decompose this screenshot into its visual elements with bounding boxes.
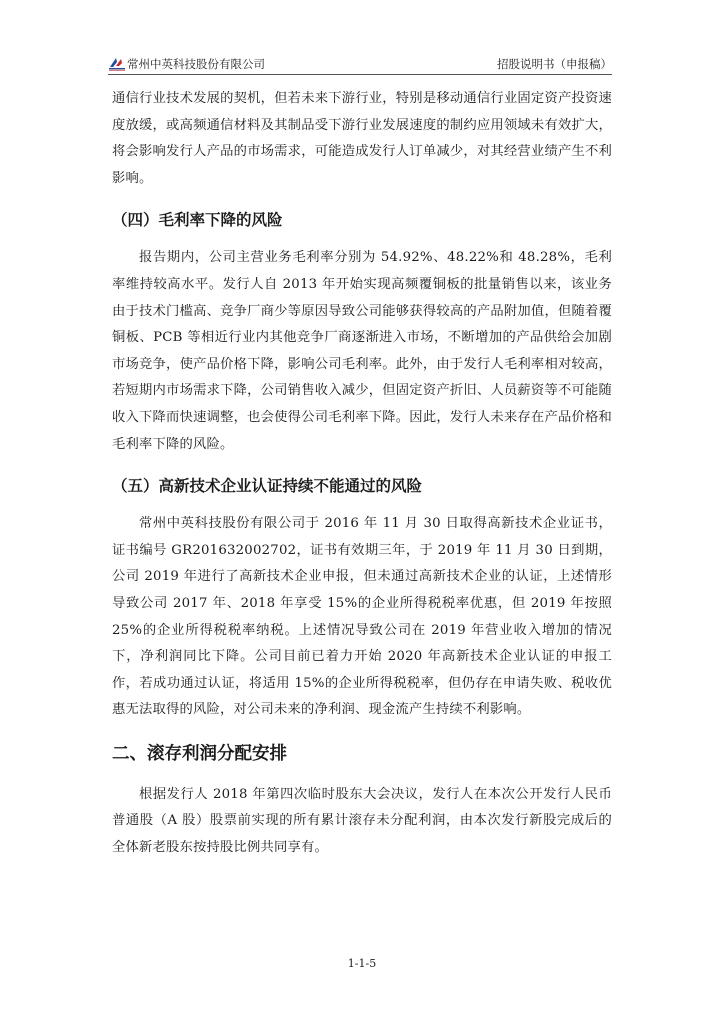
company-name: 常州中英科技股份有限公司: [127, 57, 265, 71]
page-content: [112, 86, 612, 862]
section-5-heading: （五）高新技术企业认证持续不能通过的风险: [112, 477, 423, 496]
section-2-paragraph: 根据发行人 2018 年第四次临时股东大会决议，发行人在本次公开发行人民币普通股（A 股）股票前实现的所有累计滚存未分配利润，由本次发行新股完成后的全体新老股东按持股比例共同享有。: [112, 786, 612, 856]
document-title: 招股说明书（申报稿）: [497, 57, 612, 71]
section-2-heading: 二、滚存利润分配安排: [112, 743, 287, 764]
section-4-heading: （四）毛利率下降的风险: [112, 211, 283, 230]
section-4-paragraph: 报告期内，公司主营业务毛利率分别为 54.92%、48.22%和 48.28%，毛利率维持较高水平。发行人自 2013 年开始实现高频覆铜板的批量销售以来，该业务由于技术门槛高、竞争厂商少等原因导致公司能够获得较高的产品附加值，但随着覆铜板、PCB 等相近行业内其他竞争厂商逐渐进入市场，不断增加的产品供给会加剧市场竞争，使产品价格下降，影响公司毛利率。此外，由于发行人毛利率相对较高，若短期内市场需求下降，公司销售收入减少，但固定资产折旧、人员薪资等不可能随收入下降而快速调整，也会使得公司毛利率下降。因此，发行人未来存在产品价格和毛利率下降的风险。: [112, 250, 612, 452]
page-header: [108, 52, 612, 75]
page-number: 1-1-5: [347, 957, 377, 970]
intro-paragraph: 通信行业技术发展的契机，但若未来下游行业，特别是移动通信行业固定资产投资速度放缓，或高频通信材料及其制品受下游行业发展速度的制约应用领域未有效扩大，将会影响发行人产品的市场需求，可能造成发行人订单减少，对其经营业绩产生不利影响。: [112, 91, 612, 186]
header-left: [108, 56, 265, 71]
company-logo-icon: [108, 56, 126, 71]
section-5-paragraph: 常州中英科技股份有限公司于 2016 年 11 月 30 日取得高新技术企业证书，证书编号 GR201632002702，证书有效期三年，于 2019 年 11 月 30 日到期，公司 2019 年进行了高新技术企业申报，但未通过高新技术企业的认证，上述情形导致公司 2017 年、2018 年享受 15%的企业所得税税率优惠，但 2019 年按照 25%的企业所得税税率纳税。上述情况导致公司在 2019 年营业收入增加的情况下，净利润同比下降。公司目前已着力开始 2020 年高新技术企业认证的申报工作，若成功通过认证，将适用 15%的企业所得税税率，但仍存在申请失败、税收优惠无法取得的风险，对公司未来的净利润、现金流产生持续不利影响。: [112, 516, 612, 718]
